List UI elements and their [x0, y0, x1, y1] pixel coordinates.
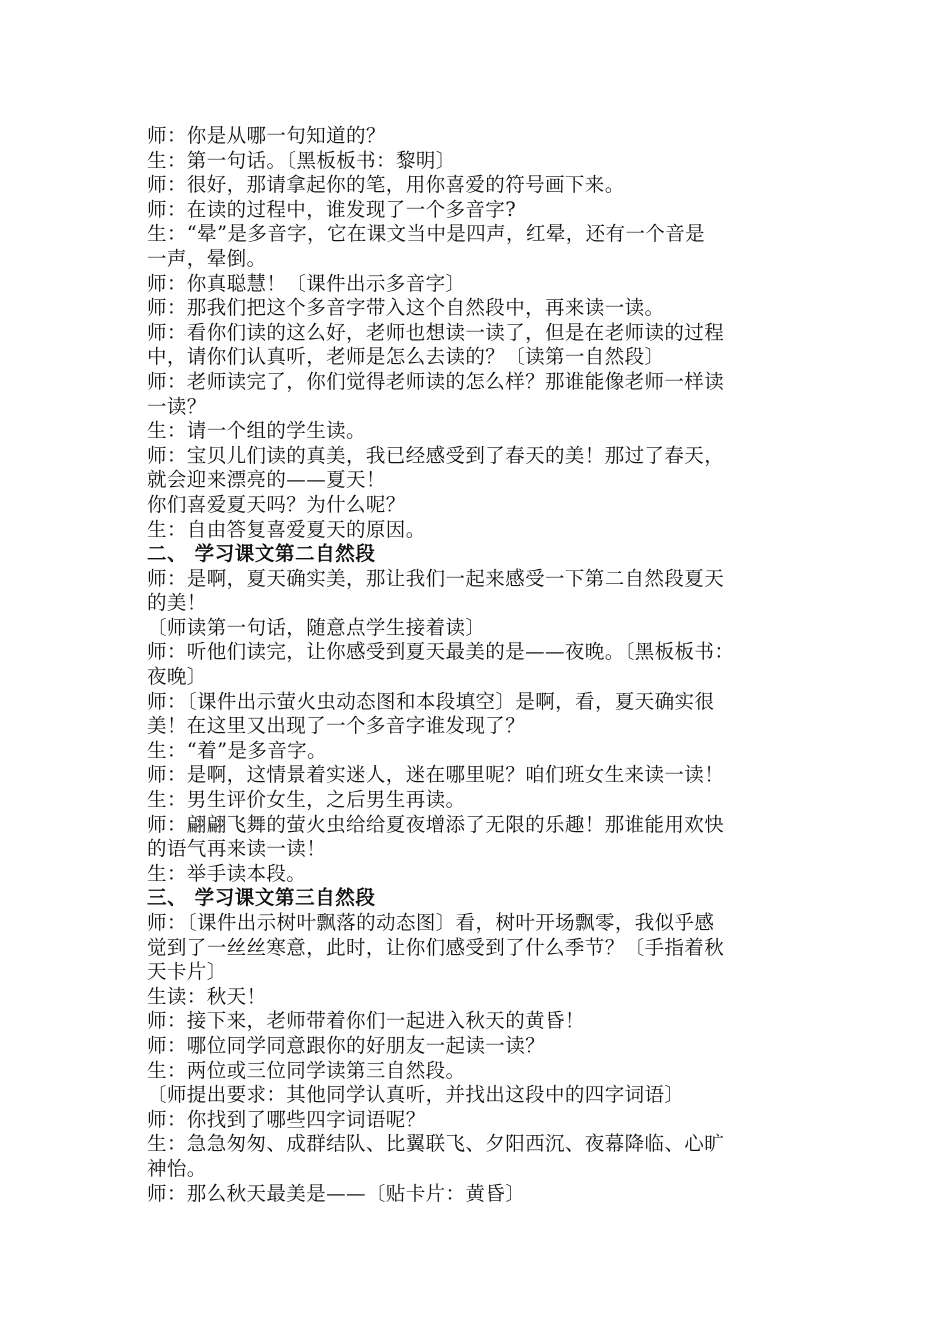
text-line: 的美！: [147, 591, 207, 615]
text-line: 师：你找到了哪些四字词语呢？: [147, 1107, 426, 1131]
text-line: 师：你真聪慧！〔课件出示多音字〕: [147, 271, 466, 295]
text-line: 师：接下来，老师带着你们一起进入秋天的黄昏！: [147, 1009, 585, 1033]
text-line: 天卡片〕: [147, 960, 227, 984]
text-line: 师：看你们读的这么好，老师也想读一读了，但是在老师读的过程: [147, 320, 725, 344]
text-line: 生：第一句话。〔黑板板书：黎明〕: [147, 148, 456, 172]
text-line: 师：听他们读完，让你感受到夏天最美的是——夜晚。〔黑板板书：: [147, 640, 735, 664]
text-line: 你们喜爱夏天吗？为什么呢？: [147, 492, 406, 516]
text-line: 神怡。: [147, 1156, 207, 1180]
text-line: 师：很好，那请拿起你的笔，用你喜爱的符号画下来。: [147, 173, 625, 197]
text-line: 生读：秋天！: [147, 984, 267, 1008]
text-line: 就会迎来漂亮的——夏天！: [147, 468, 386, 492]
text-line: 〔师读第一句话，随意点学生接着读〕: [147, 615, 486, 639]
text-line: 觉到了一丝丝寒意，此时，让你们感受到了什么季节？〔手指着秋: [147, 935, 725, 959]
text-line: 师：哪位同学同意跟你的好朋友一起读一读？: [147, 1033, 546, 1057]
text-line: 一读？: [147, 394, 207, 418]
text-line: 师：那我们把这个多音字带入这个自然段中，再来读一读。: [147, 296, 665, 320]
text-line: 生：自由答复喜爱夏天的原因。: [147, 517, 426, 541]
text-line: 师：〔课件出示萤火虫动态图和本段填空〕是啊，看，夏天确实很: [147, 689, 715, 713]
text-line: 夜晚〕: [147, 665, 207, 689]
text-line: 生：“晕”是多音字，它在课文当中是四声，红晕，还有一个音是: [147, 222, 706, 246]
text-line: 生：请一个组的学生读。: [147, 419, 366, 443]
text-line: 的语气再来读一读！: [147, 837, 327, 861]
text-line: 生：两位或三位同学读第三自然段。: [147, 1058, 466, 1082]
text-line: 一声，晕倒。: [147, 246, 267, 270]
text-line: 师：那么秋天最美是——〔贴卡片：黄昏〕: [147, 1181, 526, 1205]
text-line: 师：你是从哪一句知道的？: [147, 124, 386, 147]
text-line: 师：宝贝儿们读的真美，我已经感受到了春天的美！那过了春天，: [147, 443, 725, 467]
text-line: 生：急急匆匆、成群结队、比翼联飞、夕阳西沉、夜幕降临、心旷: [147, 1132, 725, 1156]
text-line: 师：是啊，夏天确实美，那让我们一起来感受一下第二自然段夏天: [147, 566, 725, 590]
text-line: 师：是啊，这情景着实迷人，迷在哪里呢？咱们班女生来读一读！: [147, 763, 725, 787]
text-line: 生：“着”是多音字。: [147, 738, 327, 762]
text-line: 生：举手读本段。: [147, 861, 307, 885]
text-line: 美！在这里又出现了一个多音字谁发现了？: [147, 714, 526, 738]
text-line: 生：男生评价女生，之后男生再读。: [147, 788, 466, 812]
text-line: 师：老师读完了，你们觉得老师读的怎么样？那谁能像老师一样读: [147, 369, 725, 393]
text-line: 〔师提出要求：其他同学认真听，并找出这段中的四字词语〕: [147, 1083, 685, 1107]
section-heading: 三、 学习课文第三自然段: [147, 886, 376, 910]
text-line: 师：翩翩飞舞的萤火虫给给夏夜增添了无限的乐趣！那谁能用欢快: [147, 812, 725, 836]
text-line: 师：〔课件出示树叶飘落的动态图〕看，树叶开场飘零，我似乎感: [147, 911, 715, 934]
document-body: [147, 124, 807, 1206]
text-line: 师：在读的过程中，谁发现了一个多音字?: [147, 197, 517, 221]
section-heading: 二、 学习课文第二自然段: [147, 542, 376, 566]
text-line: 中，请你们认真听，老师是怎么去读的？〔读第一自然段〕: [147, 345, 665, 369]
